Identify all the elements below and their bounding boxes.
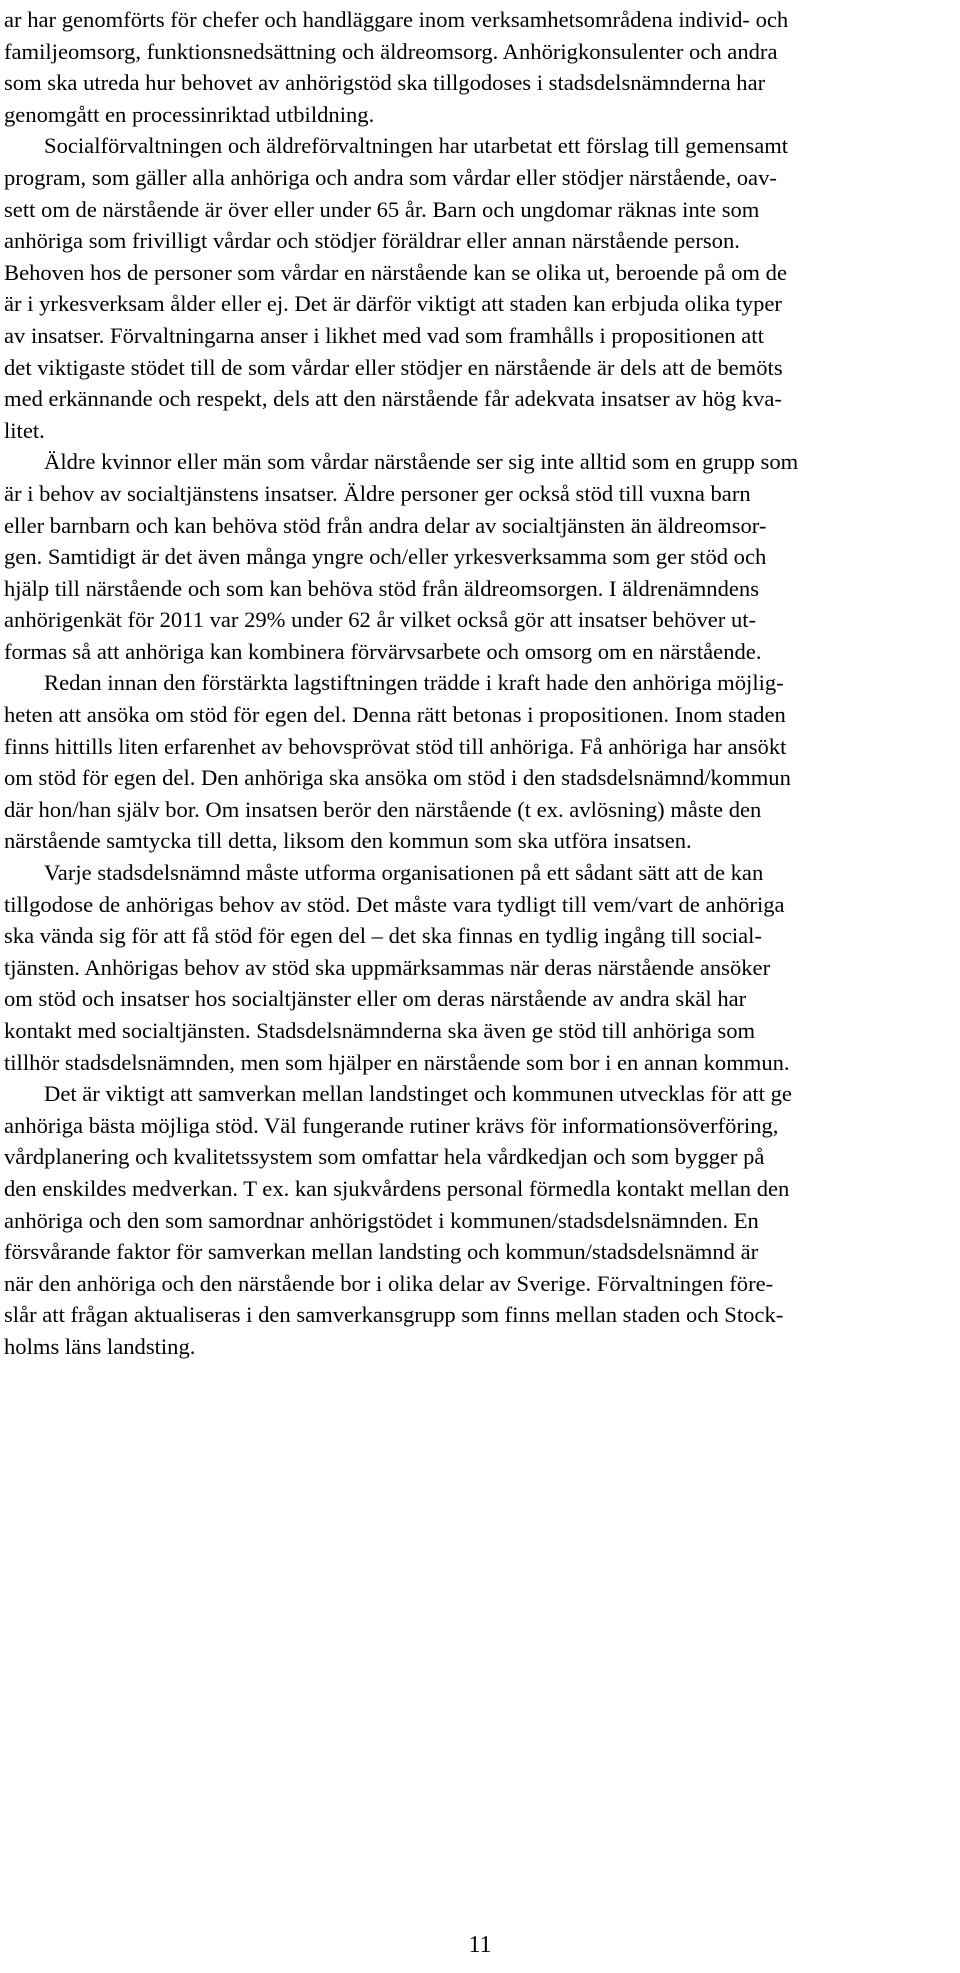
- text-line: är i behov av socialtjänstens insatser. Äldre personer ger också stöd till vuxna barn: [4, 480, 751, 506]
- text-line: formas så att anhöriga kan kombinera förvärvsarbete och omsorg om en närstående.: [4, 638, 762, 664]
- text-line: den enskildes medverkan. T ex. kan sjukvårdens personal förmedla kontakt mellan den: [4, 1175, 790, 1201]
- text-line: slår att frågan aktualiseras i den samverkansgrupp som finns mellan staden och Stock-: [4, 1302, 784, 1328]
- text-line: försvårande faktor för samverkan mellan landsting och kommun/stadsdelsnämnd är: [4, 1239, 759, 1265]
- text-line: som ska utreda hur behovet av anhörigstöd ska tillgodoses i stadsdelsnämnderna har: [4, 70, 766, 96]
- text-line: anhöriga som frivilligt vårdar och stödjer föräldrar eller annan närstående person.: [4, 228, 740, 254]
- text-line: tillgodose de anhörigas behov av stöd. Det måste vara tydligt till vem/vart de anhöriga: [4, 891, 785, 917]
- text-line: med erkännande och respekt, dels att den närstående får adekvata insatser av hög kva-: [4, 386, 782, 412]
- text-line: holms läns landsting.: [4, 1333, 196, 1359]
- text-line: gen. Samtidigt är det även många yngre och/eller yrkesverksamma som ger stöd och: [4, 544, 767, 570]
- text-line: eller barnbarn och kan behöva stöd från andra delar av socialtjänsten än äldreomsor-: [4, 512, 767, 538]
- text-line: Varje stadsdelsnämnd måste utforma organisationen på ett sådant sätt att de kan: [44, 860, 764, 886]
- text-line: litet.: [4, 417, 45, 443]
- text-line: program, som gäller alla anhöriga och andra som vårdar eller stödjer närstående, oav-: [4, 164, 777, 190]
- text-line: Behoven hos de personer som vårdar en närstående kan se olika ut, beroende på om de: [4, 259, 787, 285]
- text-line: ar har genomförts för chefer och handläggare inom verksamhetsområdena individ- och: [4, 7, 789, 32]
- text-line: anhörigenkät för 2011 var 29% under 62 år vilket också gör att insatser behöver ut-: [4, 607, 757, 633]
- text-line: tillhör stadsdelsnämnden, men som hjälper en närstående som bor i en annan kommun.: [4, 1049, 790, 1075]
- text-line: Redan innan den förstärkta lagstiftningen trädde i kraft hade den anhöriga möjlig-: [44, 670, 784, 696]
- text-line: Det är viktigt att samverkan mellan landstinget och kommunen utvecklas för att ge: [44, 1081, 792, 1107]
- text-line: hjälp till närstående och som kan behöva stöd från äldreomsorgen. I äldrenämndens: [4, 575, 759, 601]
- text-line: Socialförvaltningen och äldreförvaltningen har utarbetat ett förslag till gemensamt: [44, 133, 789, 159]
- page-number: 11: [468, 1932, 492, 1958]
- text-line: där hon/han själv bor. Om insatsen berör den närstående (t ex. avlösning) måste den: [4, 796, 762, 822]
- text-line: är i yrkesverksam ålder eller ej. Det är därför viktigt att staden kan erbjuda olika typer: [4, 291, 782, 317]
- text-line: vårdplanering och kvalitetssystem som omfattar hela vårdkedjan och som bygger på: [4, 1144, 765, 1170]
- text-line: kontakt med socialtjänsten. Stadsdelsnämnderna ska även ge stöd till anhöriga som: [4, 1018, 756, 1043]
- text-line: tjänsten. Anhörigas behov av stöd ska uppmärksammas när deras närstående ansöker: [4, 954, 771, 980]
- text-line: heten att ansöka om stöd för egen del. Denna rätt betonas i propositionen. Inom staden: [4, 702, 786, 728]
- text-line: sett om de närstående är över eller under 65 år. Barn och ungdomar räknas inte som: [4, 196, 760, 222]
- text-line: när den anhöriga och den närstående bor i olika delar av Sverige. Förvaltningen före-: [4, 1270, 774, 1296]
- text-line: om stöd och insatser hos socialtjänster eller om deras närstående av andra skäl har: [4, 986, 747, 1012]
- text-line: anhöriga och den som samordnar anhörigstödet i kommunen/stadsdelsnämnden. En: [4, 1207, 759, 1233]
- text-line: närstående samtycka till detta, liksom den kommun som ska utföra insatsen.: [4, 828, 692, 854]
- text-line: om stöd för egen del. Den anhöriga ska ansöka om stöd i den stadsdelsnämnd/kommun: [4, 765, 791, 791]
- text-line: ska vända sig för att få stöd för egen del – det ska finnas en tydlig ingång till social-: [4, 923, 762, 949]
- text-line: finns hittills liten erfarenhet av behovsprövat stöd till anhöriga. Få anhöriga har ansökt: [4, 733, 787, 759]
- text-line: anhöriga bästa möjliga stöd. Väl fungerande rutiner krävs för informationsöverföring,: [4, 1112, 779, 1138]
- body-text: [4, 4, 950, 1363]
- text-line: Äldre kvinnor eller män som vårdar närstående ser sig inte alltid som en grupp som: [44, 449, 799, 475]
- text-line: det viktigaste stödet till de som vårdar eller stödjer en närstående är dels att de bemöts: [4, 354, 783, 380]
- text-line: av insatser. Förvaltningarna anser i likhet med vad som framhålls i propositionen att: [4, 322, 764, 348]
- text-line: familjeomsorg, funktionsnedsättning och äldreomsorg. Anhörigkonsulenter och andra: [4, 38, 778, 64]
- text-line: genomgått en processinriktad utbildning.: [4, 101, 375, 127]
